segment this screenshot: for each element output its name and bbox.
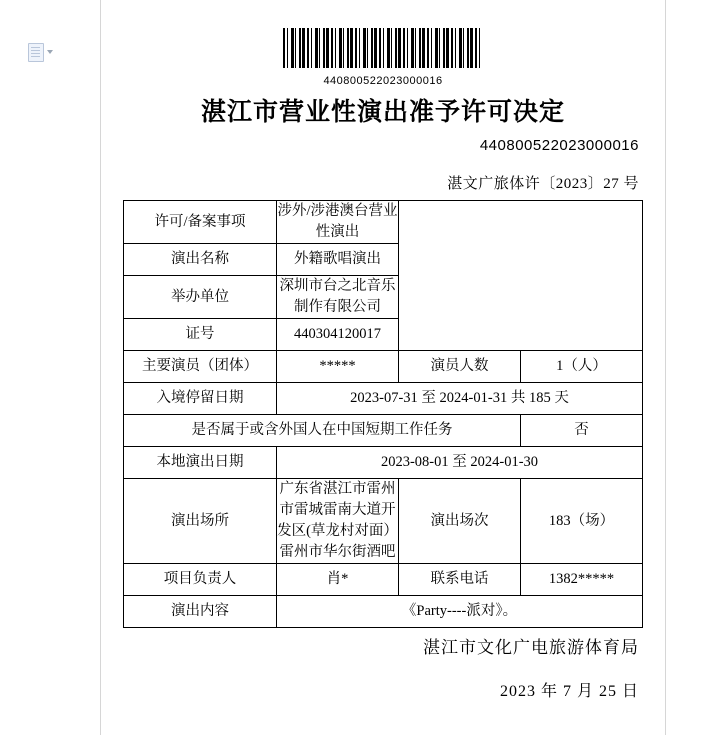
row-value: 《Party----派对》。 [277,596,643,628]
row-label: 演出场所 [124,479,277,564]
table-row [124,596,643,628]
row-label: 入境停留日期 [124,383,277,415]
row-right-value: 1（人） [521,351,643,383]
table-row [124,201,643,244]
issue-date: 2023 年 7 月 25 日 [499,683,639,700]
row-value: 肖* [277,564,399,596]
table-row [124,479,643,564]
row-label: 项目负责人 [124,564,277,596]
row-value: 440304120017 [277,319,399,351]
document-page [100,0,666,735]
row-value: ***** [277,351,399,383]
table-row [124,564,643,596]
row-value [277,479,399,564]
row-label: 举办单位 [124,276,277,319]
table-row [124,447,643,479]
row-label: 证号 [124,319,277,351]
row-right-value: 183（场） [521,479,643,564]
row-label: 本地演出日期 [124,447,277,479]
barcode-block [101,28,665,87]
permit-table [123,200,643,628]
page-title: 湛江市营业性演出准予许可决定 [200,97,565,126]
document-icon [28,43,44,62]
row-label: 是否属于或含外国人在中国短期工作任务 [124,415,521,447]
row-label: 演出名称 [124,244,277,276]
table-row [124,415,643,447]
row-label: 许可/备案事项 [124,201,277,244]
row-right-label: 演出场次 [399,479,521,564]
table-row [124,351,643,383]
row-right-label: 演员人数 [399,351,521,383]
table-row [124,383,643,415]
barcode-number: 440800522023000016 [323,75,443,87]
issuing-organization: 湛江市文化广电旅游体育局 [423,638,639,657]
document-outline-toggle[interactable] [28,42,54,62]
row-value: 2023-07-31 至 2024-01-31 共 185 天 [277,383,643,415]
serial-number: 440800522023000016 [479,137,639,154]
empty-cell [399,201,643,351]
venue-line-2: 发区(草龙村对面）雷州市华尔街酒吧 [277,523,398,561]
row-value: 2023-08-01 至 2024-01-30 [277,447,643,479]
chevron-down-icon [47,50,53,54]
venue-line-1: 广东省湛江市雷州市雷城雷南大道开 [279,481,396,519]
row-value: 涉外/涉港澳台营业性演出 [277,201,399,244]
document-number: 湛文广旅体许〔2023〕27 号 [447,176,639,192]
barcode-image [283,28,483,68]
row-value: 否 [521,415,643,447]
row-label: 演出内容 [124,596,277,628]
row-right-value: 1382***** [521,564,643,596]
row-value: 外籍歌唱演出 [277,244,399,276]
row-right-label: 联系电话 [399,564,521,596]
row-label: 主要演员（团体） [124,351,277,383]
row-value: 深圳市台之北音乐制作有限公司 [277,276,399,319]
